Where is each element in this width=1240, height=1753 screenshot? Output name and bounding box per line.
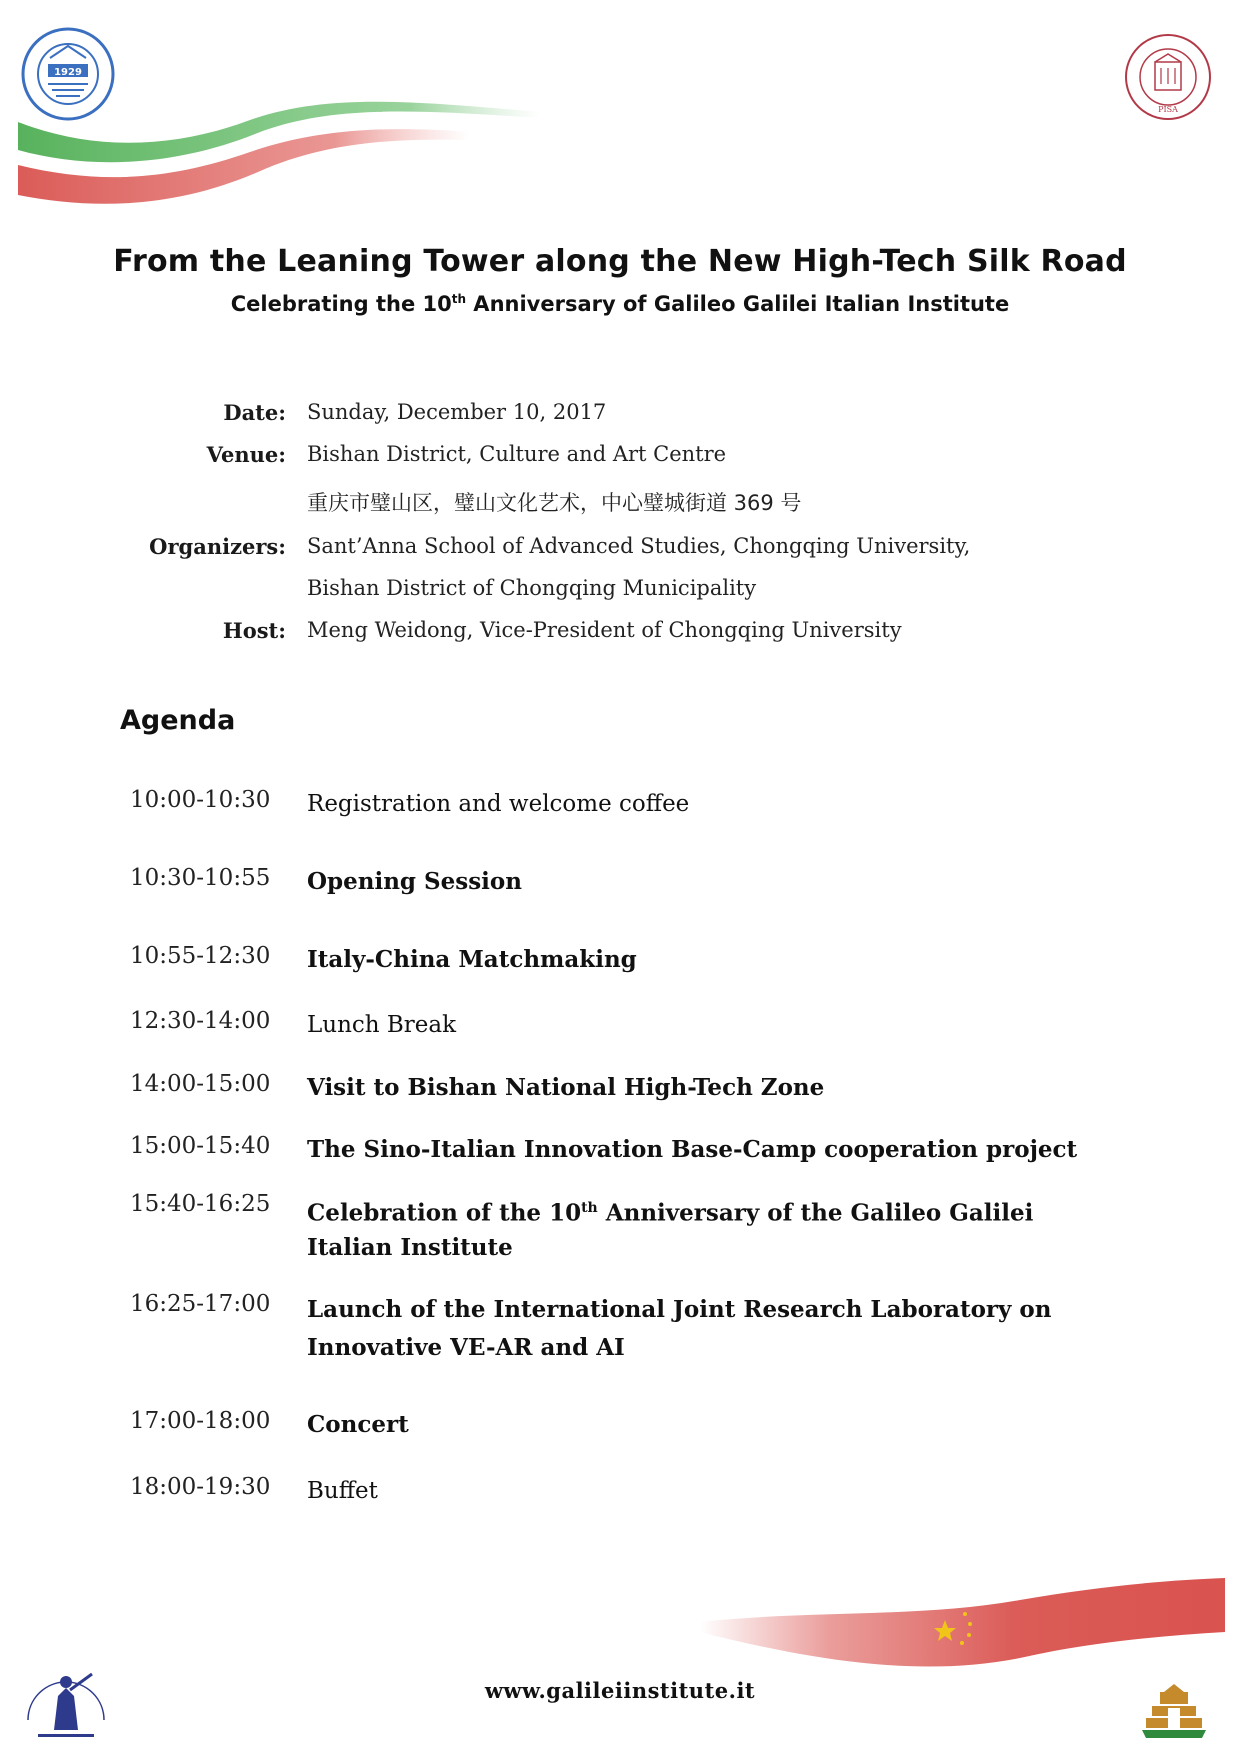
agenda-title: Italy-China Matchmaking [307, 946, 637, 973]
agenda-title: Launch of the International Joint Research Laboratory on Innovative VE-AR and AI [307, 1296, 1052, 1361]
agenda-title: Concert [307, 1411, 409, 1438]
date-label: Date: [223, 400, 286, 425]
chongqing-university-logo [20, 26, 116, 122]
agenda-time: 12:30-14:00 [130, 1008, 271, 1034]
organizers-line-1: Sant’Anna School of Advanced Studies, Chongqing University, [307, 534, 971, 558]
agenda-time: 10:00-10:30 [130, 787, 271, 813]
agenda-title: The Sino-Italian Innovation Base-Camp cooperation project [307, 1136, 1078, 1163]
host-value: Meng Weidong, Vice-President of Chongqing University [307, 618, 902, 642]
venue-chinese-address: 重庆市璧山区，璧山文化艺术，中心璧城街道 369 号 [307, 491, 802, 515]
info-venue-cn-row [0, 487, 1240, 529]
organizers-line-2: Bishan District of Chongqing Municipality [307, 576, 757, 600]
agenda-title: Lunch Break [307, 1012, 457, 1038]
website-link[interactable]: www.galileiinstitute.it [484, 1678, 756, 1703]
chinese-flag-ribbon [690, 1570, 1240, 1690]
agenda-title: Celebration of the 10th Anniversary of the Galileo Galilei Italian Institute [307, 1199, 1034, 1261]
venue-label: Venue: [206, 442, 286, 467]
agenda-time: 14:00-15:00 [130, 1071, 271, 1097]
agenda-time: 15:40-16:25 [130, 1191, 271, 1217]
agenda-title: Buffet [307, 1478, 378, 1504]
agenda-time: 10:30-10:55 [130, 865, 271, 891]
svg-text:1929: 1929 [54, 67, 82, 78]
agenda-title: Registration and welcome coffee [307, 791, 690, 817]
galileo-institute-logo [18, 1660, 114, 1748]
agenda-title: Opening Session [307, 868, 522, 895]
info-date-row [0, 400, 1240, 442]
svg-text:PISA: PISA [1158, 105, 1178, 114]
agenda-time: 16:25-17:00 [130, 1291, 271, 1317]
page-title: From the Leaning Tower along the New High-Tech Silk Road [113, 244, 1127, 279]
info-organizers-row-2 [0, 576, 1240, 618]
venue-value: Bishan District, Culture and Art Centre [307, 442, 727, 466]
info-venue-row [0, 442, 1240, 484]
info-organizers-row [0, 534, 1240, 576]
host-label: Host: [222, 618, 286, 643]
page-subtitle: Celebrating the 10th Anniversary of Galileo Galilei Italian Institute [230, 292, 1010, 316]
agenda-time: 10:55-12:30 [130, 943, 271, 969]
santanna-school-logo [1123, 32, 1213, 122]
agenda-title: Visit to Bishan National High-Tech Zone [307, 1074, 825, 1101]
agenda-time: 17:00-18:00 [130, 1408, 271, 1434]
agenda-time: 15:00-15:40 [130, 1133, 271, 1159]
organizers-label: Organizers: [149, 534, 286, 559]
info-host-row [0, 618, 1240, 660]
agenda-heading: Agenda [120, 705, 236, 736]
date-value: Sunday, December 10, 2017 [307, 400, 607, 424]
agenda-time: 18:00-19:30 [130, 1474, 271, 1500]
